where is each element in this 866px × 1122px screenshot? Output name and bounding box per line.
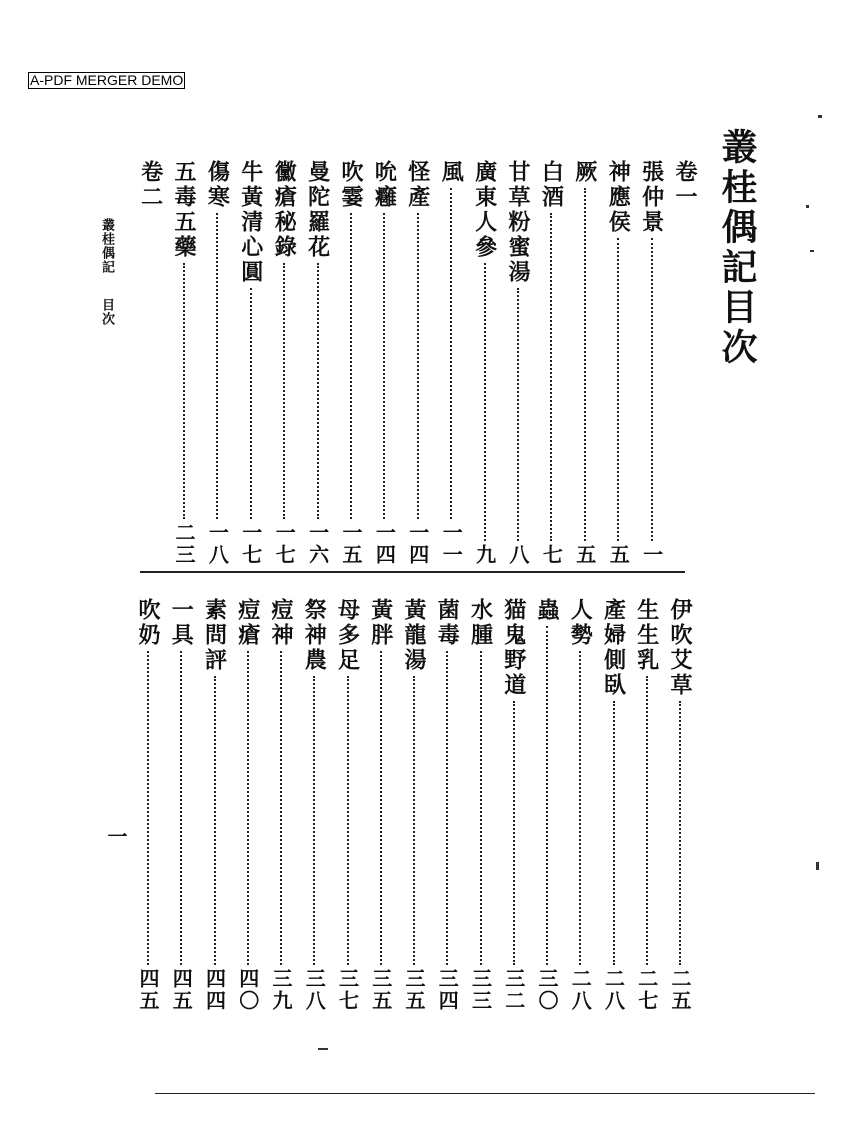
entry-title: 菌毒	[434, 598, 461, 648]
toc-entry[interactable]	[406, 160, 430, 566]
dotted-leader	[651, 238, 653, 541]
dotted-leader	[546, 626, 548, 965]
dotted-leader	[679, 701, 681, 965]
toc-entry[interactable]	[136, 598, 160, 1012]
toc-entry[interactable]	[306, 160, 330, 566]
dotted-leader	[480, 651, 482, 965]
page-bottom-rule	[155, 1093, 815, 1094]
dotted-leader	[317, 263, 319, 519]
toc-entry[interactable]	[239, 160, 263, 566]
dotted-leader	[513, 701, 515, 965]
toc-entry[interactable]	[640, 160, 664, 566]
dotted-leader	[646, 676, 648, 965]
dotted-leader	[584, 188, 586, 541]
entry-title: 吮癰	[371, 160, 398, 210]
dotted-leader	[380, 651, 382, 965]
toc-entry[interactable]	[203, 598, 227, 1012]
entry-title: 痘神	[268, 598, 294, 648]
entry-page-number: 一六	[305, 522, 330, 566]
dotted-leader	[347, 676, 349, 965]
dotted-leader	[550, 213, 552, 541]
toc-entry[interactable]	[502, 598, 526, 1012]
entry-title: 吹霎	[338, 160, 364, 210]
entry-title: 廣東人參	[471, 160, 498, 260]
toc-entry[interactable]	[606, 160, 630, 566]
dotted-leader	[613, 701, 615, 965]
entry-title: 牛黃清心圓	[237, 160, 264, 285]
entry-title: 生生乳	[633, 598, 660, 673]
dotted-leader	[450, 188, 452, 519]
scan-speck	[816, 862, 819, 870]
margin-header	[97, 218, 116, 326]
scan-speck	[810, 250, 814, 252]
entry-page-number: 三四	[435, 968, 460, 1012]
entry-page-number: 八	[506, 544, 530, 566]
entry-page-number: 四四	[202, 968, 227, 1012]
entry-title: 素問評	[201, 598, 228, 673]
entry-page-number: 三〇	[535, 968, 559, 1012]
dotted-leader	[247, 651, 249, 965]
toc-entry[interactable]	[269, 598, 293, 1012]
entry-title: 厥	[571, 160, 598, 185]
entry-title: 五毒五藥	[171, 160, 197, 260]
entry-title: 黃胖	[367, 598, 394, 648]
dotted-leader	[446, 651, 448, 965]
entry-page-number: 三三	[468, 968, 493, 1012]
scan-speck	[818, 115, 822, 118]
dotted-leader	[183, 263, 185, 519]
toc-entry[interactable]	[439, 160, 463, 566]
entry-page-number: 三二	[501, 968, 526, 1012]
entry-page-number: 三五	[402, 968, 426, 1012]
section-divider	[140, 571, 685, 573]
toc-entry[interactable]	[272, 160, 296, 566]
toc-entry[interactable]	[169, 598, 193, 1012]
volume-heading	[139, 160, 163, 220]
entry-page-number: 一	[639, 544, 664, 566]
page-title: 叢桂偶記目次	[716, 128, 758, 368]
entry-page-number: 四五	[136, 968, 160, 1012]
entry-title: 怪產	[404, 160, 431, 210]
dotted-leader	[617, 238, 619, 541]
entry-page-number: 一五	[339, 522, 363, 566]
toc-entry[interactable]	[336, 598, 360, 1012]
entry-title: 蟲	[534, 598, 560, 623]
entry-page-number: 一四	[372, 522, 397, 566]
entry-title: 曼陀羅花	[304, 160, 331, 260]
toc-entry[interactable]	[372, 160, 396, 566]
scan-speck	[806, 205, 809, 208]
entry-title: 產婦側臥	[600, 598, 627, 698]
dotted-leader	[280, 651, 282, 965]
toc-entry[interactable]	[573, 160, 597, 566]
entry-page-number: 二三	[172, 522, 196, 566]
entry-page-number: 四五	[169, 968, 194, 1012]
toc-entry[interactable]	[635, 598, 659, 1012]
toc-entry[interactable]	[339, 160, 363, 566]
dotted-leader	[417, 213, 419, 519]
watermark-label: A-PDF MERGER DEMO	[30, 72, 184, 88]
entry-title: 伊吹艾草	[667, 598, 693, 698]
entry-page-number: 三七	[335, 968, 360, 1012]
entry-title: 卷一	[672, 160, 698, 210]
entry-title: 痘瘡	[234, 598, 261, 648]
toc-entry[interactable]	[205, 160, 229, 566]
entry-title: 水腫	[467, 598, 494, 648]
entry-title: 黃龍湯	[401, 598, 427, 673]
entry-page-number: 一七	[238, 522, 263, 566]
entry-page-number: 二八	[568, 968, 593, 1012]
entry-page-number: 一七	[272, 522, 297, 566]
entry-page-number: 七	[539, 544, 564, 566]
entry-page-number: 五	[572, 544, 597, 566]
toc-entry[interactable]	[506, 160, 530, 566]
dotted-leader	[180, 651, 182, 965]
dotted-leader	[383, 213, 385, 519]
toc-entry[interactable]	[539, 160, 563, 566]
entry-title: 神應侯	[605, 160, 632, 235]
entry-title: 甘草粉蜜湯	[505, 160, 531, 285]
entry-title: 母多足	[334, 598, 361, 673]
toc-entry[interactable]	[473, 160, 497, 566]
entry-title: 一具	[168, 598, 195, 648]
dotted-leader	[147, 651, 149, 965]
entry-page-number: 二八	[601, 968, 626, 1012]
entry-title: 張仲景	[638, 160, 665, 235]
margin-book-title: 叢桂偶記	[99, 218, 114, 274]
toc-entry[interactable]	[302, 598, 326, 1012]
entry-title: 吹奶	[135, 598, 161, 648]
page-number: 一	[104, 826, 128, 846]
toc-entry[interactable]	[236, 598, 260, 1012]
entry-title: 猫鬼野道	[500, 598, 527, 698]
dotted-leader	[250, 288, 252, 519]
dotted-leader	[313, 676, 315, 965]
dotted-leader	[283, 263, 285, 519]
entry-page-number: 二七	[634, 968, 659, 1012]
toc-entry[interactable]	[402, 598, 426, 1012]
entry-title: 人勢	[567, 598, 594, 648]
toc-entry[interactable]	[535, 598, 559, 1012]
toc-entry[interactable]	[369, 598, 393, 1012]
entry-title: 祭神農	[301, 598, 328, 673]
entry-page-number: 四〇	[235, 968, 260, 1012]
toc-entry[interactable]	[435, 598, 459, 1012]
entry-page-number: 一四	[405, 522, 430, 566]
toc-entry[interactable]	[668, 598, 692, 1012]
entry-page-number: 五	[606, 544, 631, 566]
entry-title: 風	[438, 160, 465, 185]
dotted-leader	[216, 213, 218, 519]
toc-entry[interactable]	[602, 598, 626, 1012]
entry-page-number: 三八	[302, 968, 327, 1012]
volume-heading	[673, 160, 697, 220]
entry-title: 白酒	[538, 160, 565, 210]
scan-speck	[318, 1048, 328, 1050]
dotted-leader	[214, 676, 216, 965]
entry-title: 傷寒	[204, 160, 231, 210]
dotted-leader	[350, 213, 352, 519]
toc-entry[interactable]	[469, 598, 493, 1012]
entry-page-number: 九	[472, 544, 497, 566]
dotted-leader	[413, 676, 415, 965]
entry-page-number: 一一	[439, 522, 464, 566]
entry-title: 黴瘡秘錄	[271, 160, 298, 260]
dotted-leader	[579, 651, 581, 965]
entry-title: 卷二	[137, 160, 164, 210]
entry-page-number: 三五	[368, 968, 393, 1012]
margin-section-title: 目次	[99, 297, 114, 326]
entry-page-number: 二五	[668, 968, 692, 1012]
toc-entry[interactable]	[568, 598, 592, 1012]
dotted-leader	[517, 288, 519, 541]
dotted-leader	[484, 263, 486, 541]
entry-page-number: 三九	[269, 968, 293, 1012]
entry-page-number: 一八	[205, 522, 230, 566]
toc-entry[interactable]	[172, 160, 196, 566]
